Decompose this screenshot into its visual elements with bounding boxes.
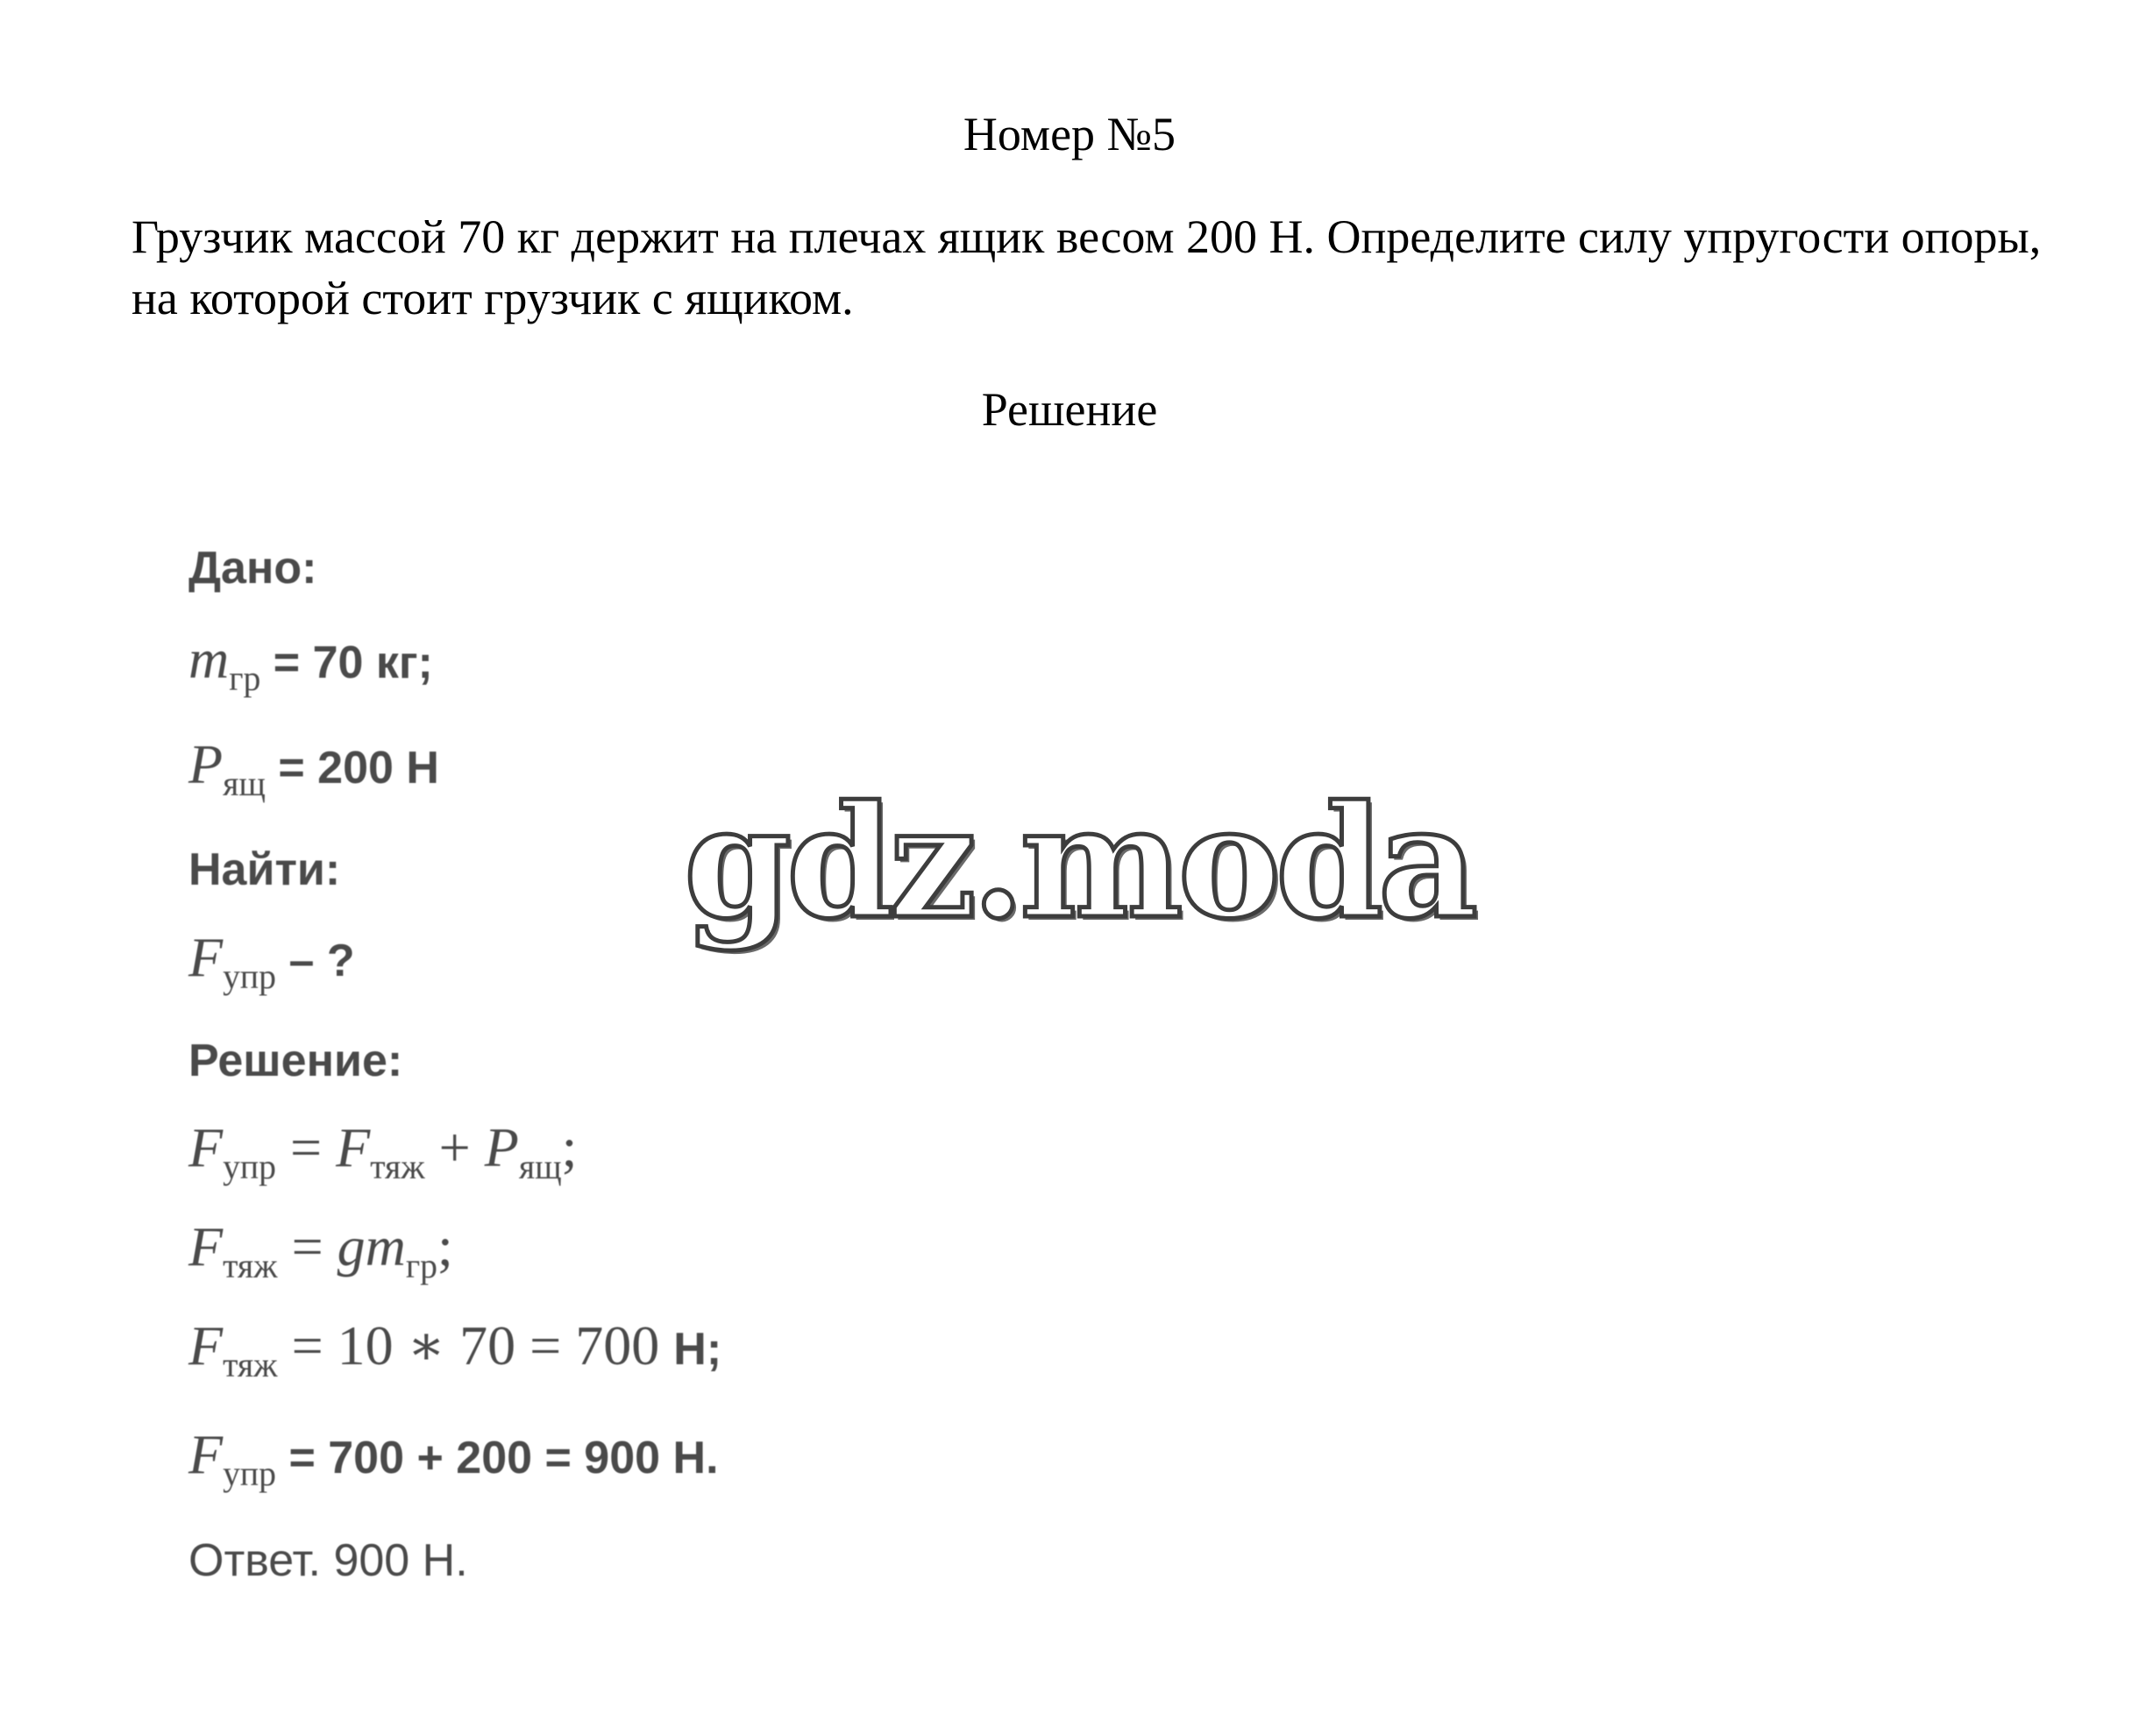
given-weight bbox=[188, 732, 439, 803]
eq1-op1: = bbox=[276, 1116, 337, 1178]
eq2-op1: = bbox=[277, 1215, 338, 1277]
equation-2 bbox=[188, 1214, 453, 1285]
eq4-sub1: упр bbox=[223, 1454, 276, 1493]
solution-heading: Решение bbox=[981, 383, 1158, 436]
force-symbol: F bbox=[188, 926, 224, 988]
equation-3 bbox=[188, 1313, 722, 1384]
eq1-op2: + bbox=[424, 1116, 485, 1178]
eq3-unit: Н; bbox=[673, 1324, 722, 1375]
weight-symbol: P bbox=[188, 733, 224, 795]
watermark-logo: gdz.moda bbox=[684, 772, 1474, 953]
eq2-var2: gm bbox=[337, 1215, 406, 1277]
problem-statement: Грузчик массой 70 кг держит на плечах ящик весом 200 Н. Определите силу упругости опоры, на которой стоит грузчик с ящиком. bbox=[131, 210, 2042, 324]
solution-label: Решение: bbox=[188, 1035, 403, 1086]
mass-subscript: гр bbox=[229, 658, 261, 698]
eq1-sub1: упр bbox=[223, 1147, 276, 1186]
given-mass bbox=[188, 627, 433, 698]
weight-subscript: ящ bbox=[223, 764, 266, 803]
eq1-sub2: тяж bbox=[370, 1147, 425, 1186]
find-force bbox=[188, 925, 355, 996]
eq3-expression: = 10 ∗ 70 = 700 bbox=[277, 1314, 674, 1377]
find-question: – ? bbox=[276, 936, 355, 986]
eq1-var3: P bbox=[484, 1116, 519, 1178]
eq3-sub1: тяж bbox=[223, 1345, 278, 1384]
eq2-sub1: тяж bbox=[223, 1246, 278, 1285]
weight-value: = 200 Н bbox=[265, 743, 439, 793]
given-label: Дано: bbox=[188, 543, 317, 594]
eq2-var1: F bbox=[188, 1215, 224, 1277]
eq3-var1: F bbox=[188, 1314, 224, 1377]
page-title: Номер №5 bbox=[963, 108, 1176, 160]
answer-line: Ответ. 900 Н. bbox=[188, 1535, 468, 1586]
eq1-sub3: ящ bbox=[518, 1147, 562, 1186]
eq1-var2: F bbox=[336, 1116, 371, 1178]
find-label: Найти: bbox=[188, 844, 341, 895]
eq1-var1: F bbox=[188, 1116, 224, 1178]
eq2-end: ; bbox=[437, 1215, 453, 1277]
eq4-result: = 700 + 200 = 900 Н. bbox=[276, 1433, 719, 1483]
force-subscript: упр bbox=[223, 957, 276, 996]
mass-value: = 70 кг; bbox=[260, 637, 433, 688]
equation-1 bbox=[188, 1115, 578, 1186]
eq1-end: ; bbox=[561, 1116, 578, 1178]
eq4-var1: F bbox=[188, 1423, 224, 1485]
scanned-solution bbox=[188, 526, 1065, 1604]
mass-symbol: m bbox=[188, 628, 230, 690]
equation-4 bbox=[188, 1422, 719, 1493]
eq2-sub2: гр bbox=[405, 1246, 437, 1285]
